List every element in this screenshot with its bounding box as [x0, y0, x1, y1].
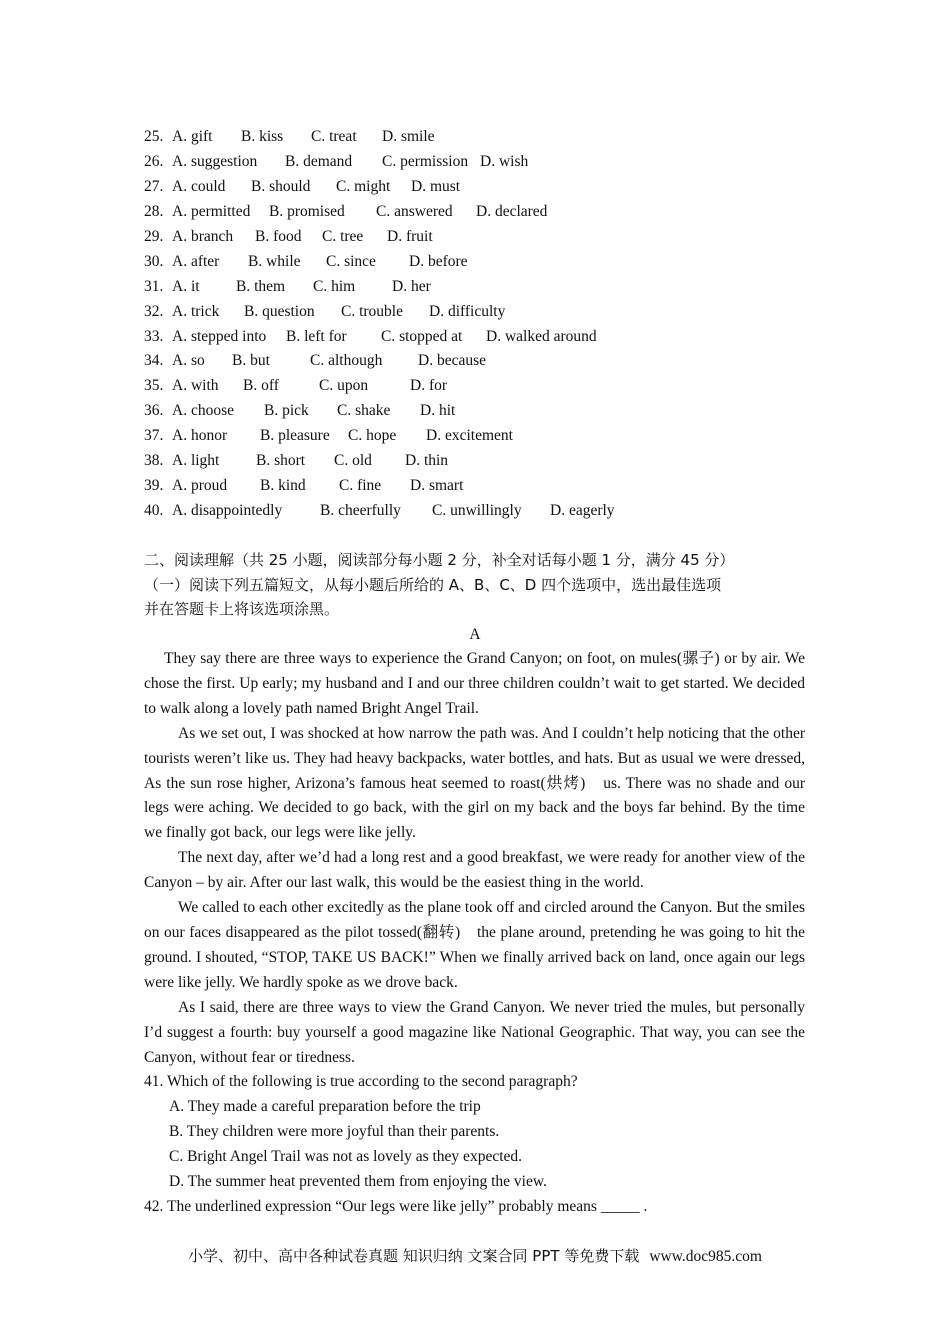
section-heading: 二、阅读理解（共 25 小题，阅读部分每小题 2 分，补全对话每小题 1 分，满分 45 分） — [144, 551, 735, 569]
option-a: A. after — [172, 252, 220, 270]
option-d: D. walked around — [486, 327, 597, 345]
passage-paragraph-4: We called to each other excitedly as the plane took off and circled around the Canyon. But the smiles on our faces disappeared as the pilot tossed(翻转) the plane around, pretending he was going to hit the ground. I shouted, “STOP, TAKE US BACK!” When we finally arrived back on land, once again our legs were like jelly. We hardly spoke as we drove back. — [144, 899, 805, 991]
option-number: 39. — [144, 477, 164, 495]
question-41-choice-a: A. They made a careful preparation before the trip — [169, 1097, 481, 1115]
option-number: 37. — [144, 427, 164, 445]
option-b: B. kind — [260, 477, 306, 495]
option-number: 33. — [144, 327, 164, 345]
option-b: B. pleasure — [260, 427, 330, 445]
cloze-option-row — [144, 325, 804, 350]
option-a: A. trick — [172, 302, 220, 320]
option-d: D. smart — [410, 477, 464, 495]
option-b: B. but — [232, 352, 270, 370]
option-number: 40. — [144, 502, 164, 520]
option-b: B. promised — [269, 202, 345, 220]
option-a: A. honor — [172, 427, 228, 445]
option-b: B. them — [236, 277, 286, 295]
option-c: C. him — [313, 277, 356, 295]
option-d: D. her — [392, 277, 431, 295]
cloze-option-row — [144, 374, 804, 399]
option-d: D. because — [418, 352, 486, 370]
option-a: A. it — [172, 277, 200, 295]
option-number: 34. — [144, 352, 164, 370]
option-d: D. eagerly — [550, 502, 615, 520]
cloze-option-row — [144, 499, 804, 524]
option-b: B. demand — [285, 152, 353, 170]
passage-paragraph-2: As we set out, I was shocked at how narrow the path was. And I couldn’t help noticing that the other tourists weren’t like us. They had heavy backpacks, water bottles, and hats. But as usual we were dressed, As the sun rose higher, Arizona’s famous heat seemed to roast(烘烤) us. There was no shade and our legs were aching. We decided to go back, with the girl on my back and the boys far behind. By the time we finally got back, our legs were like jelly. — [144, 724, 805, 842]
option-a: A. light — [172, 452, 220, 470]
option-c: C. permission — [382, 152, 469, 170]
option-number: 28. — [144, 202, 164, 220]
option-a: A. so — [172, 352, 205, 370]
option-b: B. should — [251, 177, 311, 195]
cloze-option-row — [144, 349, 804, 374]
option-d: D. must — [411, 177, 461, 195]
cloze-option-row — [144, 250, 804, 275]
option-number: 38. — [144, 452, 164, 470]
cloze-option-row — [144, 150, 804, 175]
footer-url: www.doc985.com — [649, 1248, 762, 1265]
option-d: D. thin — [405, 452, 449, 470]
option-number: 25. — [144, 128, 164, 145]
passage-title: A — [469, 626, 481, 643]
cloze-option-row — [144, 449, 804, 474]
passage-paragraph-3: The next day, after we’d had a long rest and a good breakfast, we were ready for another view of the Canyon – by air. After our last walk, this would be the easiest thing in the world. — [144, 849, 805, 892]
option-c: C. unwillingly — [432, 502, 522, 520]
option-d: D. excitement — [426, 427, 513, 445]
option-b: B. kiss — [241, 128, 284, 145]
option-b: B. cheerfully — [320, 502, 401, 520]
option-a: A. gift — [172, 128, 213, 145]
option-d: D. hit — [420, 402, 456, 420]
option-d: D. difficulty — [429, 302, 506, 320]
option-a: A. with — [172, 377, 219, 395]
option-d: D. declared — [476, 202, 548, 220]
cloze-option-row — [144, 275, 804, 300]
option-number: 31. — [144, 277, 164, 295]
option-b: B. question — [244, 302, 315, 320]
section-instruction-line2: 并在答题卡上将该选项涂黑。 — [144, 600, 340, 618]
option-number: 30. — [144, 252, 164, 270]
passage-paragraph-1: They say there are three ways to experience the Grand Canyon; on foot, on mules(骡子) or by air. We chose the first. Up early; my husband and I and our three children couldn’t wait to get started. We decided to walk along a lovely path named Bright Angel Trail. — [144, 650, 805, 717]
option-c: C. answered — [376, 202, 453, 220]
option-c: C. although — [310, 352, 383, 370]
option-d: D. smile — [382, 128, 435, 145]
option-c: C. trouble — [341, 302, 403, 320]
option-c: C. hope — [348, 427, 397, 445]
cloze-option-row — [144, 399, 804, 424]
option-b: B. off — [243, 377, 279, 395]
option-number: 26. — [144, 152, 164, 170]
option-number: 35. — [144, 377, 164, 395]
option-a: A. could — [172, 177, 226, 195]
cloze-option-row — [144, 424, 804, 449]
question-41-stem: 41. Which of the following is true according to the second paragraph? — [144, 1073, 578, 1090]
cloze-option-row — [144, 225, 804, 250]
section-instruction-line1: （一）阅读下列五篇短文，从每小题后所给的 A、B、C、D 四个选项中，选出最佳选项 — [144, 575, 722, 594]
option-c: C. treat — [311, 128, 357, 145]
cloze-option-row — [144, 175, 804, 200]
cloze-option-row — [144, 200, 804, 225]
option-d: D. fruit — [387, 227, 433, 245]
option-d: D. for — [410, 377, 448, 395]
reading-section-header — [144, 548, 824, 622]
option-number: 29. — [144, 227, 164, 245]
option-c: C. old — [334, 452, 372, 470]
question-list — [144, 1070, 805, 1220]
option-c: C. tree — [322, 227, 364, 245]
footer-text: 小学、初中、高中各种试卷真题 知识归纳 文案合同 PPT 等免费下载 — [188, 1247, 640, 1265]
question-41-choice-c: C. Bright Angel Trail was not as lovely as they expected. — [169, 1147, 523, 1165]
question-41-choice-d: D. The summer heat prevented them from enjoying the view. — [169, 1172, 547, 1190]
option-a: A. disappointedly — [172, 502, 283, 520]
option-b: B. pick — [264, 402, 309, 420]
option-c: C. since — [326, 252, 376, 270]
option-a: A. stepped into — [172, 327, 267, 345]
option-a: A. proud — [172, 477, 228, 495]
cloze-options-list — [144, 125, 804, 524]
option-a: A. permitted — [172, 202, 251, 220]
option-c: C. shake — [337, 402, 391, 420]
passage-paragraph-5: As I said, there are three ways to view the Grand Canyon. We never tried the mules, but personally I’d suggest a fourth: buy yourself a good magazine like National Geographic. That way, you can see the Canyon, without fear or tiredness. — [144, 998, 805, 1066]
option-a: A. suggestion — [172, 152, 258, 170]
question-42-stem: 42. The underlined expression “Our legs were like jelly” probably means _____ . — [144, 1197, 648, 1215]
option-a: A. branch — [172, 227, 234, 245]
option-d: D. before — [409, 252, 468, 270]
page-footer — [0, 1244, 950, 1269]
option-b: B. left for — [286, 327, 347, 345]
option-c: C. upon — [319, 377, 369, 395]
option-b: B. while — [248, 252, 301, 270]
option-number: 32. — [144, 302, 164, 320]
option-a: A. choose — [172, 402, 234, 420]
option-c: C. might — [336, 177, 391, 195]
option-b: B. food — [255, 227, 302, 245]
option-number: 27. — [144, 177, 164, 195]
option-c: C. fine — [339, 477, 382, 495]
cloze-option-row — [144, 300, 804, 325]
passage-body — [144, 647, 805, 1070]
cloze-option-row — [144, 125, 804, 150]
option-b: B. short — [256, 452, 306, 470]
option-c: C. stopped at — [381, 327, 463, 345]
question-41-choice-b: B. They children were more joyful than their parents. — [169, 1122, 500, 1140]
cloze-option-row — [144, 474, 804, 499]
option-number: 36. — [144, 402, 164, 420]
option-d: D. wish — [480, 152, 529, 170]
